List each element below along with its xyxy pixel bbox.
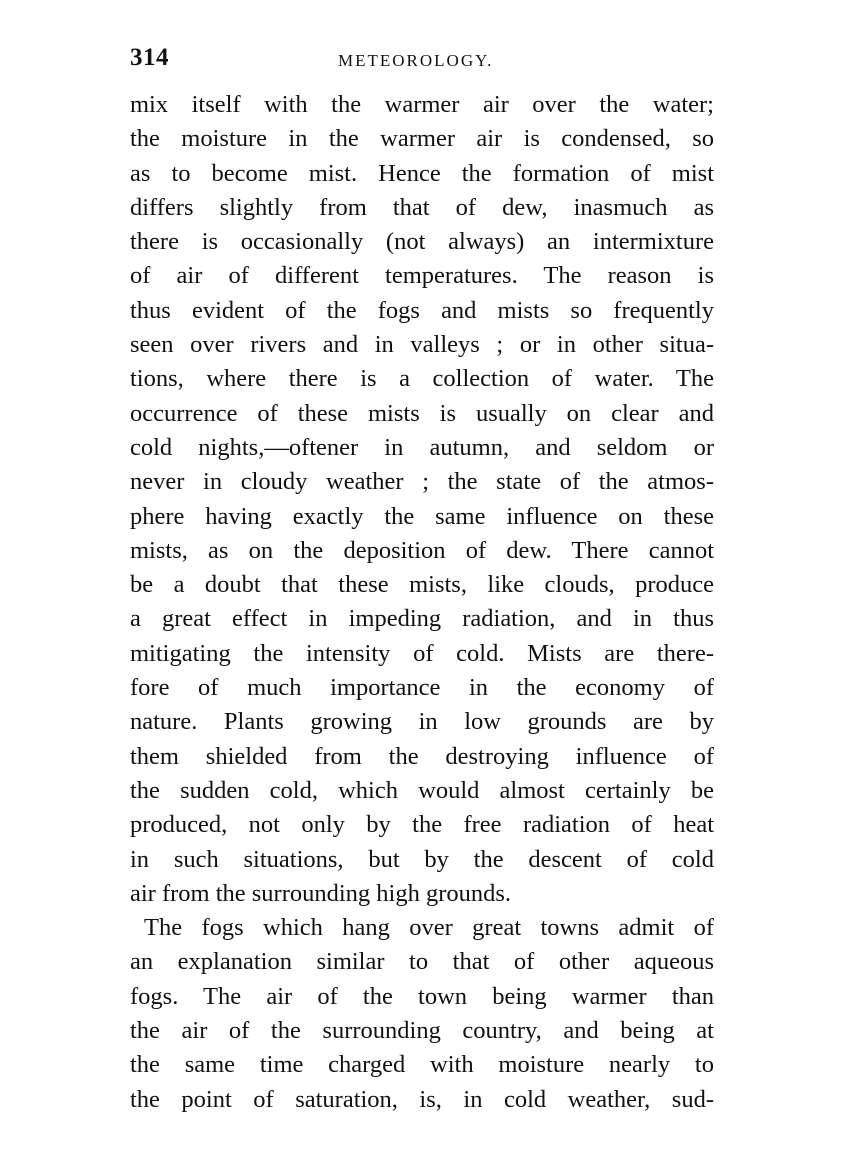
text-line: mists, as on the deposition of dew. There cannot — [130, 536, 714, 564]
text-line: there is occasionally (not always) an intermixture — [130, 228, 714, 256]
text-line: a great effect in impeding radiation, and in thus — [130, 605, 714, 633]
text-line: air from the surrounding high grounds. — [130, 879, 512, 907]
text-line: the air of the surrounding country, and being at — [130, 1017, 714, 1045]
text-line: produced, not only by the free radiation of heat — [130, 811, 714, 839]
text-line: differs slightly from that of dew, inasmuch as — [130, 193, 714, 221]
text-line: as to become mist. Hence the formation of mist — [130, 159, 714, 187]
paragraph-1 — [130, 88, 714, 911]
text-line: never in cloudy weather ; the state of the atmos- — [130, 468, 714, 496]
text-line: mitigating the intensity of cold. Mists are there- — [130, 639, 714, 667]
text-line: fore of much importance in the economy of — [130, 674, 714, 702]
text-line: mix itself with the warmer air over the water; — [130, 91, 714, 118]
text-line: an explanation similar to that of other aqueous — [130, 948, 714, 976]
text-line: seen over rivers and in valleys ; or in other situa- — [130, 331, 714, 359]
text-line: The fogs which hang over great towns admit of — [144, 914, 714, 942]
text-line: them shielded from the destroying influence of — [130, 742, 714, 770]
text-line: in such situations, but by the descent of cold — [130, 845, 714, 873]
text-line: occurrence of these mists is usually on clear and — [130, 399, 714, 427]
text-line: be a doubt that these mists, like clouds, produce — [130, 571, 714, 599]
body-text — [130, 88, 714, 1117]
running-head — [130, 44, 714, 78]
text-line: thus evident of the fogs and mists so frequently — [130, 296, 714, 324]
running-title: METEOROLOGY. — [338, 51, 494, 70]
text-line: cold nights,—oftener in autumn, and seldom or — [130, 433, 714, 461]
text-line: fogs. The air of the town being warmer than — [130, 982, 714, 1010]
text-line: phere having exactly the same influence on these — [130, 502, 714, 530]
text-line: the sudden cold, which would almost certainly be — [130, 776, 714, 804]
text-line: nature. Plants growing in low grounds are by — [130, 708, 714, 736]
text-line: the same time charged with moisture nearly to — [130, 1051, 714, 1079]
paragraph-2 — [130, 911, 714, 1117]
text-line: of air of different temperatures. The reason is — [130, 262, 714, 290]
text-line: the moisture in the warmer air is condensed, so — [130, 125, 714, 153]
page-number: 314 — [130, 44, 169, 71]
text-line: tions, where there is a collection of water. The — [130, 365, 714, 393]
text-line: the point of saturation, is, in cold weather, sud- — [130, 1085, 714, 1113]
